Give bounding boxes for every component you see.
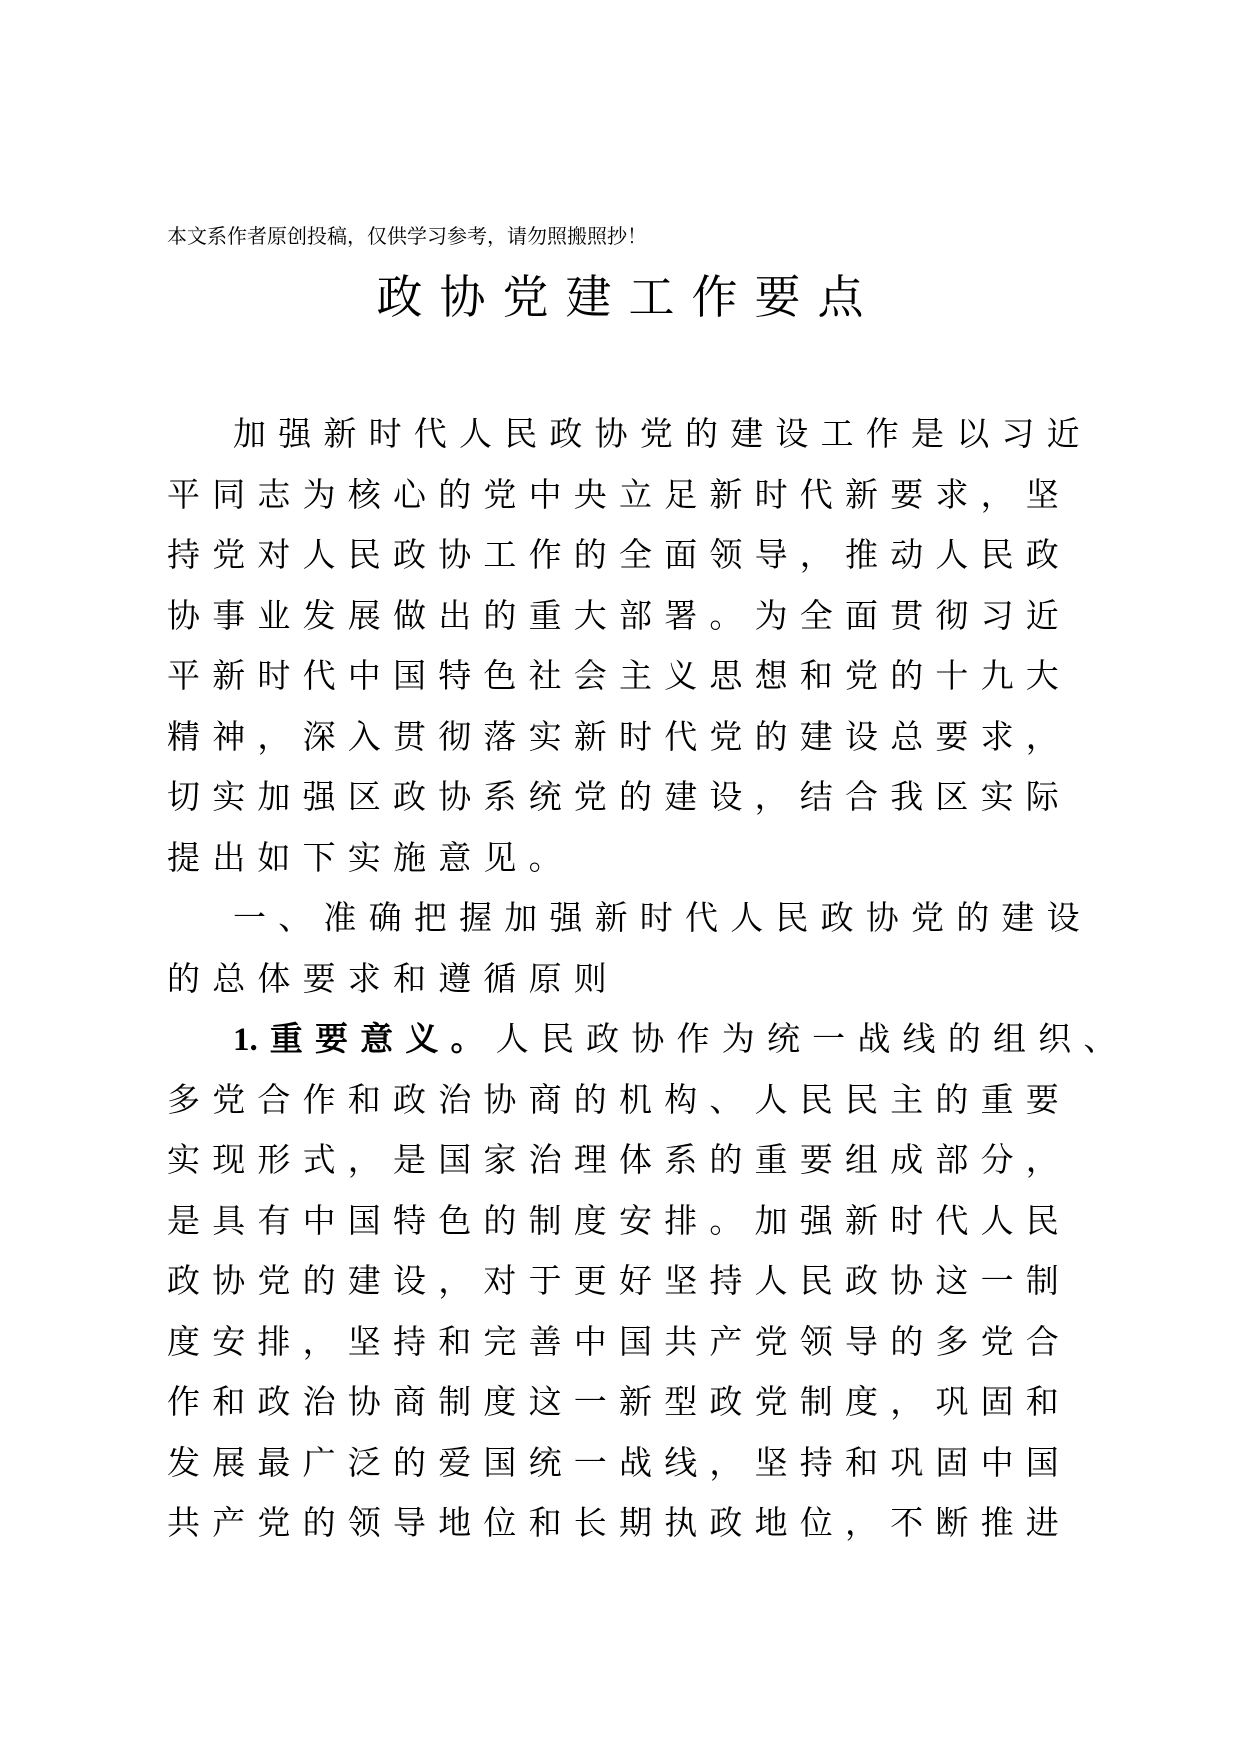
item-line: 发展最广泛的爱国统一战线，坚持和巩固中国: [167, 1442, 1071, 1482]
item-line: 共产党的领导地位和长期执政地位，不断推进: [167, 1503, 1071, 1542]
copyright-notice: 本文系作者原创投稿，仅供学习参考，请勿照搬照抄！: [167, 224, 647, 248]
intro-line: 提出如下实施意见。: [167, 837, 574, 877]
section-heading-line: 的总体要求和遵循原则: [167, 958, 619, 998]
intro-line: 切实加强区政协系统党的建设，结合我区实际: [167, 777, 1071, 816]
item-line: 实现形式，是国家治理体系的重要组成部分，: [167, 1140, 1071, 1179]
intro-line: 持党对人民政协工作的全面领导，推动人民政: [167, 535, 1071, 574]
intro-line: 协事业发展做出的重大部署。为全面贯彻习近: [167, 595, 1071, 635]
intro-line: 精神，深入贯彻落实新时代党的建设总要求，: [167, 716, 1071, 756]
item-line: 多党合作和政治协商的机构、人民民主的重要: [167, 1079, 1071, 1119]
intro-line: 平新时代中国特色社会主义思想和党的十九大: [167, 656, 1071, 695]
document-title: 政协党建工作要点: [376, 270, 881, 324]
document-body: [167, 404, 1147, 1554]
section-heading-line: 一、准确把握加强新时代人民政协党的建设: [233, 898, 1092, 937]
item-heading: 重要意义。: [269, 1019, 496, 1058]
intro-line: 平同志为核心的党中央立足新时代新要求，坚: [167, 474, 1071, 514]
item-line: 政协党的建设，对于更好坚持人民政协这一制: [167, 1261, 1071, 1300]
item-number: 1.: [233, 1022, 258, 1058]
intro-line: 加强新时代人民政协党的建设工作是以习近: [233, 414, 1092, 453]
item-line: 是具有中国特色的制度安排。加强新时代人民: [167, 1200, 1071, 1240]
item-text: 人民政协作为统一战线的组织、: [495, 1019, 1129, 1058]
item-line: 作和政治协商制度这一新型政党制度，巩固和: [167, 1382, 1071, 1421]
item-first-line: [167, 1009, 1147, 1070]
item-line: 度安排，坚持和完善中国共产党领导的多党合: [167, 1321, 1071, 1361]
